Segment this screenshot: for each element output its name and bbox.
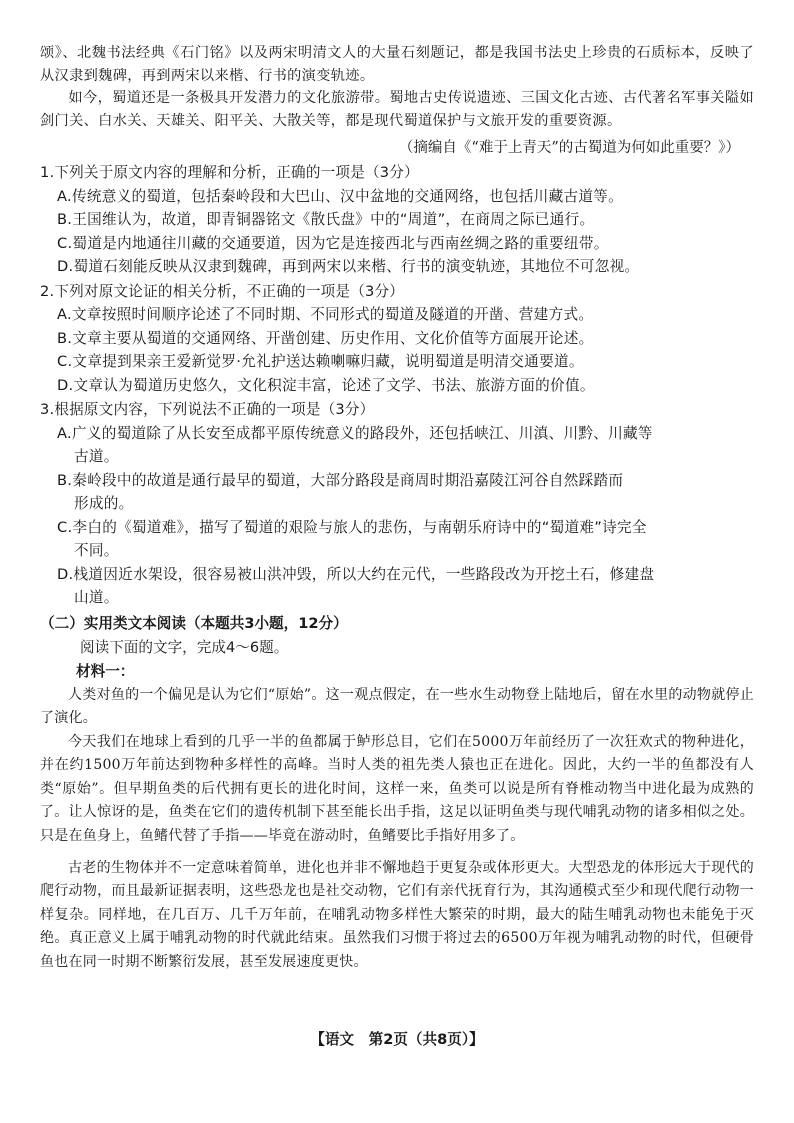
- passage-source: （摘编自《“难于上青天”的古蜀道为何如此重要？》）: [398, 140, 740, 156]
- option-text: B.文章主要从蜀道的交通网络、开凿创建、历史作用、文化价值等方面展开论述。: [57, 329, 594, 347]
- question-stem: 1.下列关于原文内容的理解和分析，正确的一项是（3分）: [40, 164, 419, 181]
- material-paragraph: 今天我们在地球上看到的几乎一半的鱼都属于鲈形总目，它们在5000万年前经历了一次狂欢式的物种进化，并在约1500万年前达到物种多样性的高峰。当时人类的祖先类人猿也正在进化。因此，大约一半的鱼都没有人类“原始”。但早期鱼类的后代拥有更长的进化时间，这样一来，鱼类可以说是所有脊椎动物当中进化最为成熟的了。让人惊讶的是，鱼类在它们的遗传机制下甚至能长出手指，这足以证明鱼类与现代哺乳动物的诸多相似之处。只是在鱼身上，鱼鳍代替了手指——毕竟在游动时，鱼鳍要比手指好用多了。: [40, 733, 754, 845]
- question-2: [40, 280, 754, 398]
- option-text: D.栈道因近水架设，很容易被山洪冲毁，所以大约在元代，一些路段改为开挖土石，修建盘: [57, 565, 655, 583]
- option-c: [40, 350, 754, 374]
- paragraph-gap: [40, 849, 754, 857]
- option-d: [40, 374, 754, 398]
- passage-paragraph: 如今，蜀道还是一条极具开发潜力的文化旅游带。蜀地古史传说遗迹、三国文化古迹、古代著名军事关隘如剑门关、白水关、天雄关、阳平关、大散关等，都是现代蜀道保护与文旅开发的重要资源。: [40, 90, 754, 129]
- material-paragraph: 古老的生物体并不一定意味着简单，进化也并非不懈地趋于更复杂或体形更大。大型恐龙的体形远大于现代的爬行动物，而且最新证据表明，这些恐龙也是社交动物，它们有亲代抚育行为，其沟通模式至少和现代爬行动物一样复杂。同样地，在几百万、几千万年前，在哺乳动物多样性大繁荣的时期，最大的陆生哺乳动物也未能免于灭绝。真正意义上属于哺乳动物的时代就此结束。虽然我们习惯于将过去的6500万年视为哺乳动物的时代，但硬骨鱼也在同一时期不断繁衍发展，甚至发展速度更快。: [40, 859, 754, 971]
- material-paragraph: 人类对鱼的一个偏见是认为它们“原始”。这一观点假定，在一些水生动物登上陆地后，留在水里的动物就停止了演化。: [40, 686, 754, 727]
- option-text-continued: 形成的。: [74, 495, 134, 512]
- question-1: [40, 161, 754, 279]
- question-stem: 3.根据原文内容，下列说法不正确的一项是（3分）: [40, 401, 375, 418]
- option-text: B.王国维认为，故道，即青铜器铭文《散氏盘》中的“周道”，在商周之际已通行。: [57, 211, 595, 228]
- option-text: C.蜀道是内地通往川藏的交通要道，因为它是连接西北与西南丝绸之路的重要纽带。: [57, 234, 609, 252]
- section-heading: （二）实用类文本阅读（本题共3小题，12分）: [40, 614, 348, 632]
- option-text-continued: 不同。: [74, 542, 119, 559]
- option-text-continued: 山道。: [74, 589, 119, 606]
- option-d: [40, 563, 754, 610]
- page-footer: 【语文 第2页（共8页）】: [310, 1031, 484, 1048]
- option-c: [40, 232, 754, 256]
- passage-paragraph: 颂》、北魏书法经典《石门铭》以及两宋明清文人的大量石刻题记，都是我国书法史上珍贵的石质标本，反映了从汉隶到魏碑，再到两宋以来楷、行书的演变轨迹。: [40, 45, 754, 84]
- option-a: [40, 422, 754, 469]
- option-text: C.李白的《蜀道难》，描写了蜀道的艰险与旅人的悲伤，与南朝乐府诗中的“蜀道难”诗完全: [57, 518, 647, 536]
- option-text: C.文章提到果亲王爱新觉罗·允礼护送达赖喇嘛归藏，说明蜀道是明清交通要道。: [57, 353, 584, 370]
- option-text: D.文章认为蜀道历史悠久，文化积淀丰富，论述了文学、书法、旅游方面的价值。: [57, 376, 595, 394]
- option-b: [40, 469, 754, 516]
- question-3: [40, 398, 754, 610]
- option-text: A.传统意义的蜀道，包括秦岭段和大巴山、汉中盆地的交通网络，也包括川藏古道等。: [57, 187, 624, 205]
- option-c: [40, 516, 754, 563]
- option-d: [40, 255, 754, 279]
- option-text: D.蜀道石刻能反映从汉隶到魏碑，再到两宋以来楷、行书的演变轨迹，其地位不可忽视。: [57, 258, 640, 275]
- option-a: [40, 303, 754, 327]
- option-a: [40, 185, 754, 209]
- option-b: [40, 208, 754, 232]
- material-label: 材料一：: [76, 662, 135, 680]
- section-instruction: 阅读下面的文字，完成4～6题。: [80, 638, 289, 656]
- option-text: B.秦岭段中的故道是通行最早的蜀道，大部分路段是商周时期沿嘉陵江河谷自然踩踏而: [57, 471, 624, 489]
- question-stem: 2.下列对原文论证的相关分析，不正确的一项是（3分）: [40, 282, 405, 300]
- option-b: [40, 327, 754, 351]
- option-text: A.文章按照时间顺序论述了不同时期、不同形式的蜀道及隧道的开凿、营建方式。: [57, 306, 594, 323]
- option-text: A.广义的蜀道除了从长安至成都平原传统意义的路段外，还包括峡江、川滇、川黔、川藏等: [57, 424, 653, 442]
- option-text-continued: 古道。: [74, 448, 119, 465]
